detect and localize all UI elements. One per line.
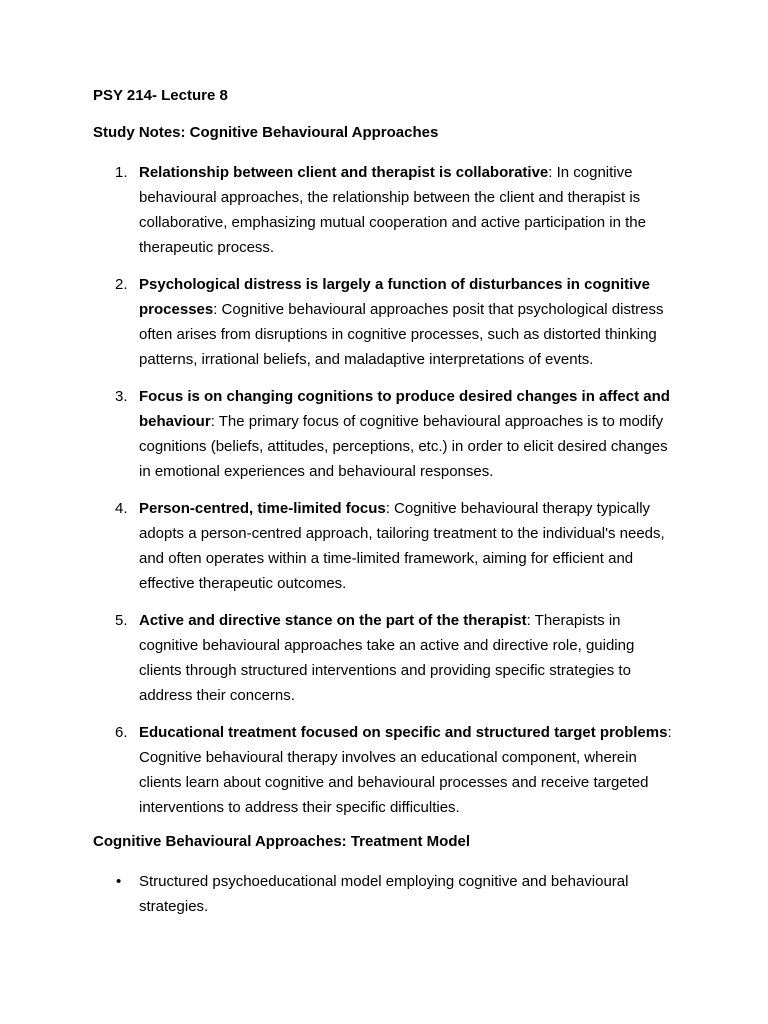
document-title: PSY 214- Lecture 8 [93,87,228,104]
list-item [93,384,678,484]
list-item-term: Person-centred, time-limited focus [139,500,386,517]
list-item [93,496,678,596]
list-item [93,608,678,708]
list-item-number: 2. [115,276,128,293]
list-item-text: : Cognitive behavioural therapy typically adopts a person-centred approach, tailoring treatment to the individual's needs, and often operates within a time-limited framework, aiming for efficient and effective therapeutic outcomes. [139,500,665,592]
list-item-term: Focus is on changing cognitions to produce desired changes in affect and behaviour [139,388,670,430]
list-item [93,160,678,260]
list-item-term: Active and directive stance on the part of the therapist [139,612,527,629]
list-item [93,869,678,919]
list-item [93,272,678,372]
list-item-text: : Cognitive behavioural therapy involves an educational component, wherein clients learn about cognitive and behavioural processes and receive targeted interventions to address their specific difficulties. [139,724,672,816]
list-item-term: Educational treatment focused on specific and structured target problems [139,724,668,741]
list-item-number: 3. [115,388,128,405]
list-item-text: Structured psychoeducational model employing cognitive and behavioural strategies. [139,873,629,915]
list-item-text: : Cognitive behavioural approaches posit that psychological distress often arises from disruptions in cognitive processes, such as distorted thinking patterns, irrational beliefs, and maladaptive interpretations of events. [139,301,664,368]
study-notes-heading: Study Notes: Cognitive Behavioural Approaches [93,124,439,141]
study-notes-list [93,160,678,820]
list-item-term: Relationship between client and therapist is collaborative [139,164,549,181]
treatment-model-heading: Cognitive Behavioural Approaches: Treatment Model [93,833,471,850]
list-item-number: 4. [115,500,128,517]
list-item-text: : The primary focus of cognitive behavioural approaches is to modify cognitions (beliefs, attitudes, perceptions, etc.) in order to elicit desired changes in emotional experiences and behavioural responses. [139,413,668,480]
list-item-number: 5. [115,612,128,629]
treatment-model-list [93,869,678,919]
list-item-text: : Therapists in cognitive behavioural approaches take an active and directive role, guiding clients through structured interventions and providing specific strategies to address their concerns. [139,612,635,704]
list-item [93,720,678,820]
list-item-number: 1. [115,164,128,181]
bullet-icon: • [116,873,122,890]
list-item-number: 6. [115,724,128,741]
list-item-term: Psychological distress is largely a function of disturbances in cognitive processes [139,276,650,318]
list-item-text: : In cognitive behavioural approaches, the relationship between the client and therapist is collaborative, emphasizing mutual cooperation and active participation in the therapeutic process. [139,164,646,256]
